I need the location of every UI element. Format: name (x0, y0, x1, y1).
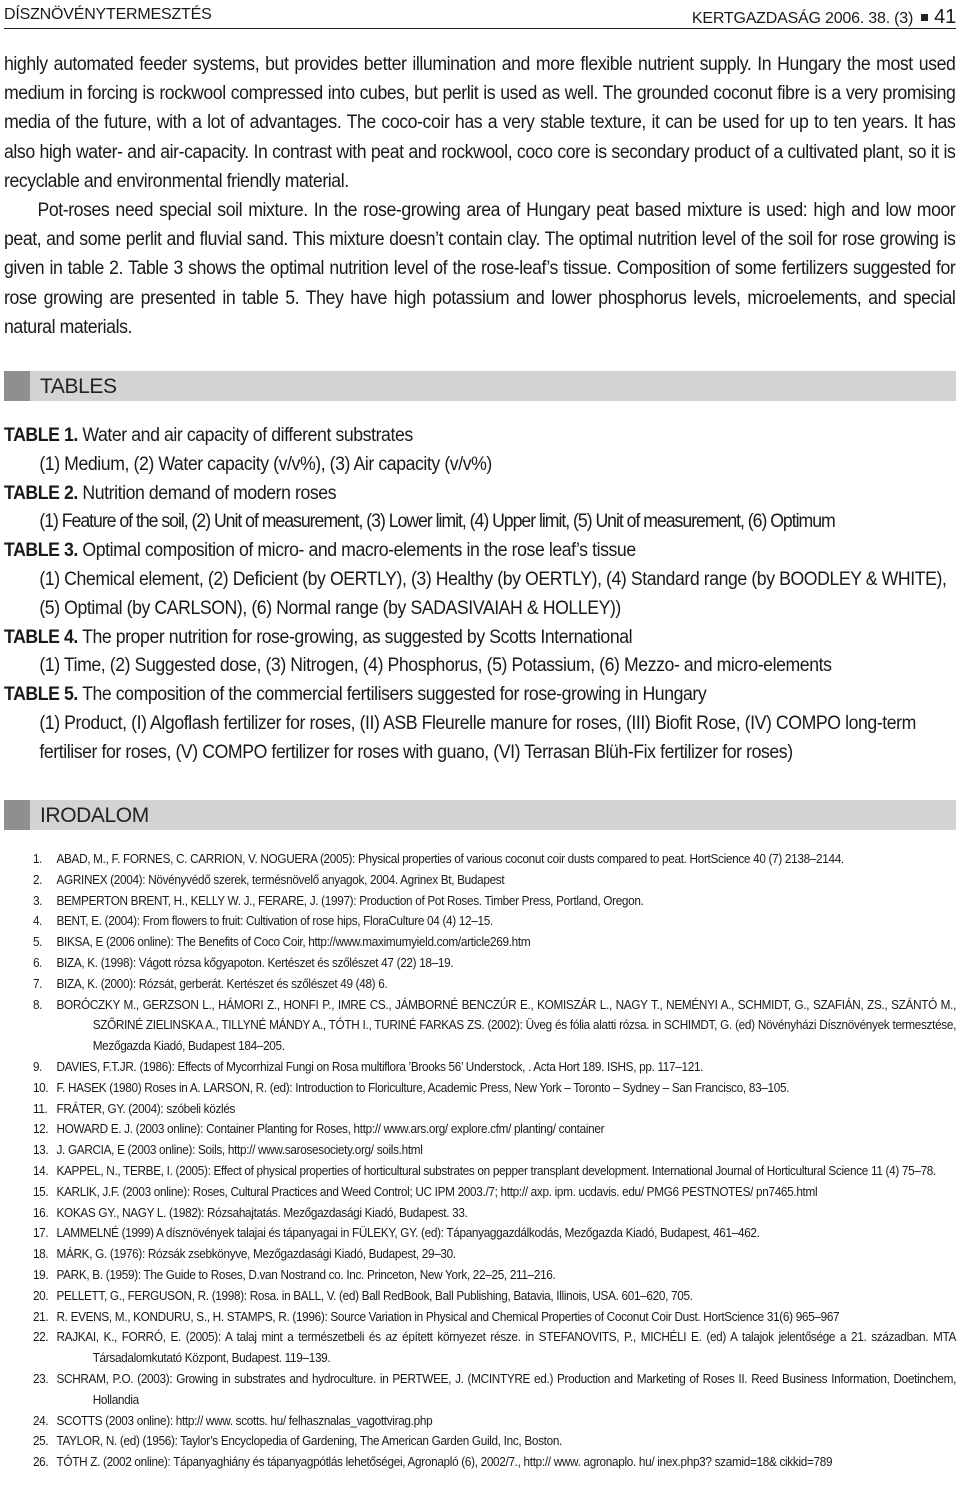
reference-item (4, 932, 956, 953)
body-text (4, 50, 955, 342)
tables-section-title: TABLES (40, 375, 117, 398)
reference-text: PELLETT, G., FERGUSON, R. (1998): Rosa. in BALL, V. (ed) Ball RedBook, Ball Publishing, Batavia, Illinois, USA. 601–620, 705. (56, 1287, 693, 1303)
page-header (4, 4, 956, 29)
table-4-caption (4, 624, 957, 653)
reference-item (4, 1223, 956, 1244)
reference-item (4, 849, 956, 870)
reference-item (4, 1182, 956, 1203)
reference-item (4, 870, 956, 891)
reference-text: LAMMELNÉ (1999) A dísznövények talajai és tápanyagai in FÜLEKY, GY. (ed): Tápanyaggazdálkodás, Mezőgazda Kiadó, Budapest, 461–462. (56, 1225, 760, 1241)
reference-item (4, 1431, 956, 1452)
table-2-columns: (1) Feature of the soil, (2) Unit of measurement, (3) Lower limit, (4) Upper limit, (5) Unit of measurement, (6) Optimum (39, 511, 835, 533)
references-section-header (4, 800, 956, 830)
reference-text: BIZA, K. (1998): Vágott rózsa kőgyapoton. Kertészet és szőlészet 47 (22) 18–19. (56, 954, 454, 970)
section-square-icon (4, 371, 30, 401)
reference-item (4, 953, 956, 974)
reference-item (4, 995, 956, 1057)
reference-text: TAYLOR, N. (ed) (1956): Taylor’s Encyclopedia of Gardening, The American Garden Guild, Inc, Boston. (56, 1433, 563, 1449)
table-5-title: The composition of the commercial fertilisers suggested for rose-growing in Hungary (77, 684, 707, 706)
reference-item (4, 891, 956, 912)
table-2-label: TABLE 2. (4, 482, 78, 504)
table-3-title: Optimal composition of micro- and macro-elements in the rose leaf’s tissue (77, 540, 636, 562)
reference-item (4, 1057, 956, 1078)
reference-text: RAJKAI, K., FORRÓ, E. (2005): A talaj mint a természetbeli és az épített környezet része. in STEFANOVITS, P., MICHÉLI E. (ed) A talajok jelentősége a 21. században. MTA Társadalomkutató Központ, Budapest. 119–139. (56, 1329, 957, 1366)
reference-number: 11. (32, 1100, 48, 1116)
reference-text: BIZA, K. (2000): Rózsát, gerberát. Kertészet és szőlészet 49 (48) 6. (56, 975, 388, 991)
reference-number: 25. (32, 1433, 49, 1449)
reference-number: 9. (32, 1058, 43, 1074)
journal-section-name: DÍSZNÖVÉNYTERMESZTÉS (4, 6, 212, 23)
table-2-caption (4, 480, 957, 509)
reference-number: 14. (32, 1162, 49, 1178)
reference-item (4, 1411, 956, 1432)
reference-number: 13. (32, 1142, 49, 1158)
reference-item (4, 1099, 956, 1120)
table-1-label: TABLE 1. (4, 425, 78, 446)
reference-text: J. GARCIA, E (2003 online): Soils, http:// www.sarosesociety.org/ soils.html (56, 1142, 423, 1158)
paragraph-2: Pot-roses need special soil mixture. In the rose-growing area of Hungary peat based mixture is used: high and low moor peat, and some perlit and fluvial sand. This mixture doesn’t contain clay. The optimal nutrition level of the soil for rose growing is given in table 2. Table 3 shows the optimal nutrition level of the rose-leaf’s tissue. Composition of some fertilizers suggested for rose growing are presented in table 5. They have high potassium and lower phosphorus levels, microelements, and special natural materials. (4, 200, 956, 338)
table-4-title: The proper nutrition for rose-growing, as suggested by Scotts International (77, 626, 633, 648)
journal-issue (692, 6, 956, 29)
reference-text: KOKAS GY., NAGY L. (1982): Rózsahajtatás. Mezőgazdasági Kiadó, Budapest. 33. (56, 1204, 468, 1220)
page-number: 41 (934, 6, 956, 28)
reference-item (4, 1369, 956, 1411)
reference-text: KARLIK, J.F. (2003 online): Roses, Cultural Practices and Weed Control; UC IPM 2003./7; http:// axp. ipm. ucdavis. edu/ PMG6 PESTNOTES/ pn7465.html (56, 1183, 818, 1199)
reference-text: BENT, E. (2004): From flowers to fruit: Cultivation of rose hips, FloraCulture 04 (4) 12–15. (56, 913, 493, 929)
reference-item (4, 1078, 956, 1099)
reference-number: 22. (32, 1329, 49, 1345)
reference-item (4, 1119, 956, 1140)
reference-text: MÁRK, G. (1976): Rózsák zsebkönyve, Mezőgazdasági Kiadó, Budapest, 29–30. (56, 1246, 456, 1262)
reference-list (4, 849, 956, 1473)
reference-item (4, 1140, 956, 1161)
reference-number: 3. (32, 892, 43, 908)
reference-number: 17. (32, 1225, 49, 1241)
reference-number: 19. (32, 1266, 49, 1282)
reference-number: 7. (32, 975, 43, 991)
journal-volume: KERTGAZDASÁG 2006. 38. (3) (691, 10, 914, 27)
table-1-title: Water and air capacity of different substrates (77, 425, 413, 446)
table-5-caption (4, 681, 957, 710)
table-1-columns: (1) Medium, (2) Water capacity (v/v%), (3) Air capacity (v/v%) (39, 453, 492, 475)
reference-number: 24. (32, 1412, 49, 1428)
reference-number: 5. (32, 934, 43, 950)
section-square-icon (4, 800, 30, 830)
table-1-caption (4, 422, 957, 451)
reference-text: DAVIES, F.T.JR. (1986): Effects of Mycorrhizal Fungi on Rosa multiflora ’Brooks 56’ Understock, . Acta Hort 189. ISHS, pp. 117–121. (56, 1058, 704, 1074)
reference-text: PARK, B. (1959): The Guide to Roses, D.van Nostrand co. Inc. Princeton, New York, 22–25, 211–216. (56, 1266, 556, 1282)
reference-text: SCOTTS (2003 online): http:// www. scotts. hu/ felhasznalas_vagottvirag.php (56, 1412, 433, 1428)
table-2-title: Nutrition demand of modern roses (77, 482, 337, 504)
reference-text: BORÓCZKY M., GERZSON L., HÁMORI Z., HONFI P., IMRE CS., JÁMBORNÉ BENCZÚR E., KOMISZÁR L., NAGY T., NEMÉNYI A., SCHMIDT, G., SZAFIÁN, ZS., SZÁNTÓ M., SZŐRINÉ ZIELINSKA A., TILLYNÉ MÁNDY A., TÓTH I., TURINÉ FARKAS ZS. (2002): Üveg és fólia alatti rózsa. in SCHIMDT, G. (ed) Növényházi Dísznövények termesztése, Mezőgazda Kiadó, Budapest 184–205. (56, 996, 957, 1054)
reference-text: KAPPEL, N., TERBE, I. (2005): Effect of physical properties of horticultural substrates on pepper transplant development. International Journal of Horticultural Science 11 (4) 75–78. (56, 1162, 936, 1178)
table-5-label: TABLE 5. (4, 684, 78, 706)
reference-item (4, 1307, 956, 1328)
reference-text: R. EVENS, M., KONDURU, S., H. STAMPS, R. (1996): Source Variation in Physical and Chemical Properties of Coconut Coir Dust. HortScience 31(6) 965–967 (56, 1308, 840, 1324)
table-3-columns: (1) Chemical element, (2) Deficient (by OERTLY), (3) Healthy (by OERTLY), (4) Standard range (by BOODLEY & WHITE), (5) Optimal (by CARLSON), (6) Normal range (by SADASIVAIAH & HOLLEY)) (39, 568, 947, 619)
reference-text: TÓTH Z. (2002 online): Tápanyaghiány és tápanyagpótlás lehetőségei, Agronapló (6), 2002/7., http:// www. agronaplo. hu/ inex.php3? szamid=18& cikkid=789 (56, 1454, 833, 1470)
reference-number: 15. (32, 1183, 49, 1199)
table-captions (4, 422, 957, 768)
reference-item (4, 1286, 956, 1307)
reference-item (4, 1327, 956, 1369)
square-bullet-icon (921, 14, 928, 21)
reference-text: F. HASEK (1980) Roses in A. LARSON, R. (ed): Introduction to Floriculture, Academic Press, New York – Toronto – Sydney – San Francisco, 83–105. (56, 1079, 790, 1095)
reference-number: 1. (32, 851, 43, 866)
reference-number: 2. (32, 871, 43, 887)
reference-item (4, 911, 956, 932)
reference-number: 20. (32, 1287, 49, 1303)
reference-text: HOWARD E. J. (2003 online): Container Planting for Roses, http:// www.ars.org/ explore.cfm/ planting/ container (56, 1121, 605, 1137)
reference-text: SCHRAM, P.O. (2003): Growing in substrates and hydroculture. in PERTWEE, J. (MCINTYRE ed.) Production and Marketing of Roses II. Reed Business Information, Doetinchem, Hollandia (56, 1370, 957, 1407)
references-section-title: IRODALOM (40, 804, 149, 827)
reference-number: 23. (32, 1370, 49, 1386)
table-3-caption (4, 537, 957, 566)
reference-number: 26. (32, 1454, 49, 1470)
reference-item (4, 974, 956, 995)
reference-item (4, 1265, 956, 1286)
reference-number: 4. (32, 913, 43, 929)
reference-number: 18. (32, 1246, 49, 1262)
reference-text: BEMPERTON BRENT, H., KELLY W. J., FERARE, J. (1997): Production of Pot Roses. Timber Press, Portland, Oregon. (56, 892, 644, 908)
reference-number: 6. (32, 954, 43, 970)
table-3-label: TABLE 3. (4, 540, 78, 562)
reference-number: 16. (32, 1204, 49, 1220)
table-4-columns: (1) Time, (2) Suggested dose, (3) Nitrogen, (4) Phosphorus, (5) Potassium, (6) Mezzo- and micro-elements (39, 655, 832, 677)
reference-item (4, 1161, 956, 1182)
tables-section-header (4, 371, 956, 401)
reference-text: AGRINEX (2004): Növényvédő szerek, termésnövelő anyagok, 2004. Agrinex Bt, Budapest (56, 871, 505, 887)
reference-text: ABAD, M., F. FORNES, C. CARRION, V. NOGUERA (2005): Physical properties of various coconut coir dusts compared to peat. HortScience 40 (7) 2138–2144. (56, 851, 844, 866)
reference-number: 10. (32, 1079, 49, 1095)
reference-text: FRÁTER, GY. (2004): szóbeli közlés (56, 1100, 236, 1116)
table-4-label: TABLE 4. (4, 626, 78, 648)
table-5-columns: (1) Product, (I) Algoflash fertilizer for roses, (II) ASB Fleurelle manure for roses, (III) Biofit Rose, (IV) COMPO long-term fertiliser for roses, (V) COMPO fertilizer for roses with guano, (VI) Terrasan Blüh-Fix fertilizer for roses) (39, 712, 916, 763)
reference-number: 12. (32, 1121, 49, 1137)
reference-item (4, 1203, 956, 1224)
paragraph-1: highly automated feeder systems, but provides better illumination and more flexible nutrient supply. In Hungary the most used medium in forcing is rockwool compressed into cubes, but perlit is used as well. The grounded coconut fibre is a very promising media of the future, with a lot of advantages. The coco-coir has a very stable texture, it can be used for up to ten years. It has also high water- and air-capacity. In contrast with peat and rockwool, coco core is secondary product of a cultivated plant, so it is recyclable and environmental friendly material. (4, 54, 956, 192)
reference-text: BIKSA, E (2006 online): The Benefits of Coco Coir, http://www.maximumyield.com/article269.htm (56, 934, 531, 950)
reference-number: 8. (32, 996, 43, 1012)
reference-number: 21. (32, 1308, 49, 1324)
reference-item (4, 1452, 956, 1473)
reference-item (4, 1244, 956, 1265)
